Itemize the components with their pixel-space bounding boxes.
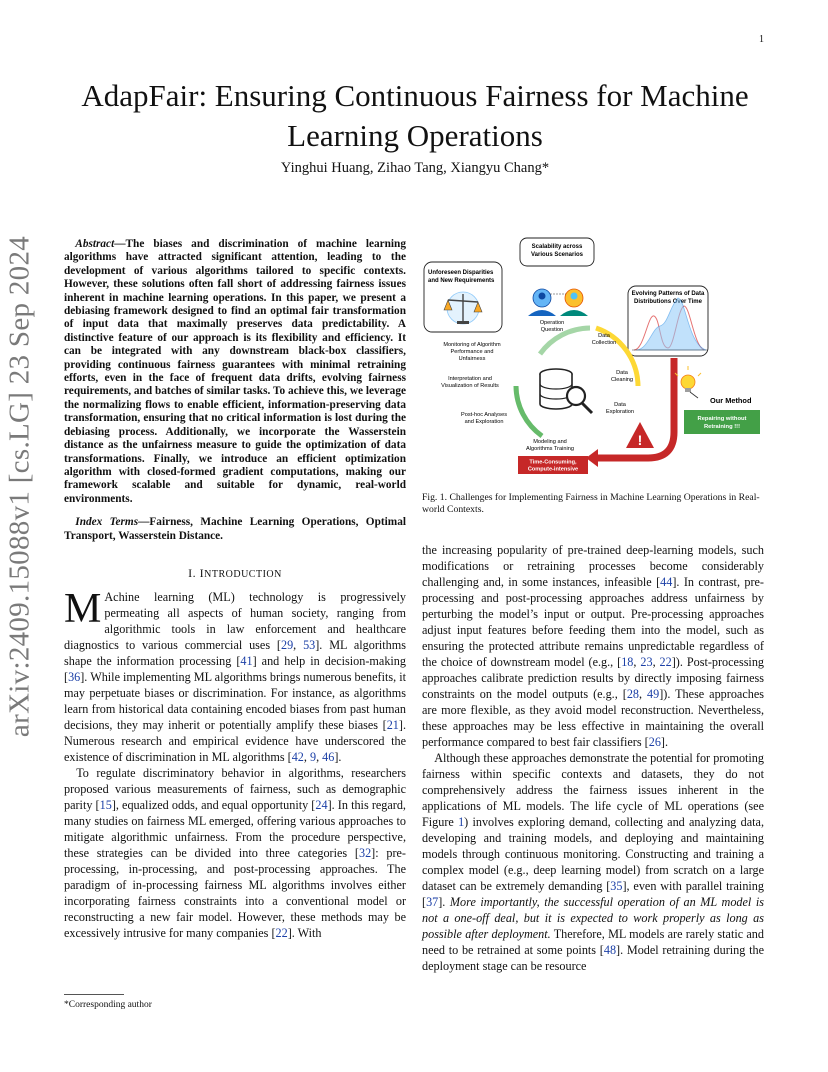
footnote: *Corresponding author xyxy=(64,1000,152,1010)
citation-link[interactable]: 22 xyxy=(275,925,288,940)
abstract-label: Abstract xyxy=(75,238,115,250)
database-search-icon xyxy=(540,369,592,413)
right-column xyxy=(422,542,764,974)
modeling-label: Modeling and Algorithms Training xyxy=(526,439,574,452)
data-exploration-label: Data Exploration xyxy=(606,402,634,415)
citation-link[interactable]: 49 xyxy=(647,687,660,701)
svg-text:!: ! xyxy=(637,432,643,448)
index-terms-label: Index Terms xyxy=(75,516,139,529)
citation-link[interactable]: 35 xyxy=(610,879,623,893)
index-terms xyxy=(64,516,406,543)
repairing-badge xyxy=(684,410,760,434)
operation-question-label: Operation Question xyxy=(539,320,565,333)
authors: Yinghui Huang, Zihao Tang, Xiangyu Chang* xyxy=(280,160,550,176)
citation-link[interactable]: 9 xyxy=(309,749,317,764)
left-column xyxy=(64,238,406,941)
figure-ref-link[interactable]: 1 xyxy=(458,815,465,829)
evolving-label: Evolving Patterns of Data Distributions Over Time xyxy=(631,291,705,305)
citation-link[interactable]: 28 xyxy=(626,687,639,701)
citation-link[interactable]: 23 xyxy=(640,655,653,669)
citation-link[interactable]: 42 xyxy=(291,749,304,764)
citation-link[interactable]: 46 xyxy=(322,749,335,764)
warning-icon xyxy=(626,422,654,448)
index-terms-text: —Fairness, Machine Learning Operations, Optimal Transport, Wasserstein Distance. xyxy=(64,516,406,542)
data-collection-label: Data Collection xyxy=(591,333,617,346)
citation-link[interactable]: 41 xyxy=(240,653,253,668)
citation-link[interactable]: 37 xyxy=(426,895,439,909)
emphasis-text: More importantly, the successful operation of an ML model is not a one-off deal, but it is expected to work properly as long as possible after deployment. xyxy=(422,895,764,941)
citation-link[interactable]: 15 xyxy=(99,797,112,812)
citation-link[interactable]: 36 xyxy=(68,669,81,684)
interpretation-label: Interpretation and Visualization of Results xyxy=(441,376,499,389)
citation-link[interactable]: 48 xyxy=(603,943,617,957)
intro-paragraph-1: M Achine learning (ML) technology is progressively permeating all aspects of human society, ranging from algorithmic tools in law enforcement and healthcare diagnostics to various commercial uses [29, 53]. ML algorithms shape the information processing [41] and help in decision-making [36]. While implementing ML algorithms brings numerous benefits, it may perpetuate biases or discrimination. For instance, as algorithms learn from historical data containing encoded biases from past human decisions, they may inherit or potentially amplify these biases [21]. Numerous research and empirical evidence have underscored the existence of discrimination in ML algorithms [42, 9, 46]. xyxy=(64,585,406,764)
section-heading-introduction: I. INTRODUCTION xyxy=(188,565,282,580)
citation-link[interactable]: 53 xyxy=(303,637,316,652)
figure-caption-text: Challenges for Implementing Fairness in Machine Learning Operations in Real-world Contexts. xyxy=(422,492,760,515)
monitoring-label: Monitoring of Algorithm Performance and Unfairness xyxy=(443,342,501,362)
citation-link[interactable]: 24 xyxy=(315,797,328,812)
drop-cap: M xyxy=(64,585,102,632)
post-hoc-label: Post-hoc Analyses and Exploration xyxy=(460,412,508,425)
page-number: 1 xyxy=(759,34,764,45)
cycle-arc xyxy=(516,386,542,436)
citation-link[interactable]: 29 xyxy=(280,637,294,652)
abstract xyxy=(64,238,406,506)
repairing-label: Repairing without Retraining !!! xyxy=(697,416,747,430)
our-method-label: Our Method xyxy=(710,396,752,405)
data-cleaning-label: Data Cleaning xyxy=(610,370,634,383)
citation-link[interactable]: 26 xyxy=(648,735,661,749)
figure-caption-label: Fig. 1. xyxy=(422,492,448,503)
citation-link[interactable]: 18 xyxy=(621,655,634,669)
footnote-rule xyxy=(64,994,124,995)
arxiv-stamp: arXiv:2409.15088v1 [cs.LG] 23 Sep 2024 xyxy=(3,235,36,738)
right-paragraph-1: the increasing popularity of pre-trained deep-learning models, such modifications or retraining processes become considerably challenging and, in some instances, infeasible [44]. In contrast, pre-processing and post-processing approaches address unfairness by perturbing the model’s input or output. Pre-processing approaches adjust input features before feeding them into the model, such as ensuring the protected attribute remains unpredictable regardless of the choice of downstream model (e.g., [18, 23, 22]). Post-processing approaches calibrate prediction results by directly imposing fairness constraints on the model outputs (e.g., [28, 49]). These approaches are more flexible, as they avoid model reconstruction. Nevertheless, these approaches may be less effective in maintaining the overall performance compared to best fair classifiers [26]. xyxy=(422,543,765,749)
citation-link[interactable]: 21 xyxy=(386,717,399,732)
figure-caption xyxy=(422,492,764,516)
abstract-text: —The biases and discrimination of machine learning algorithms have attracted significant attention, leading to the development of various algorithms tailored to specific contexts. However, these solutions often fall short of addressing fairness issues inherent in machine learning operations. In this paper, we present a debiasing framework designed to find an optimal fair transformation of input data that maximally preserves data predictability. A distinctive feature of our approach is its flexibility and efficiency. It can be integrated with any downstream black-box classifiers, providing continuous fairness guarantees with minimal retraining efforts, even in the face of frequent data drifts, evolving fairness requirements, and batches of similar tasks. To achieve this, we leverage the normalizing flows to enable efficient, information-preserving data transformation, ensuring that no critical information is lost during the debiasing process. Additionally, we incorporate the Wasserstein distance as the unfairness measure to guide the optimization of data transformations. Finally, we introduce an efficient optimization algorithm with closed-formed gradient computations, making our framework scalable and suitable for dynamic, real-world environments. xyxy=(64,238,406,505)
citation-link[interactable]: 32 xyxy=(358,845,372,860)
fig1-diagram xyxy=(422,236,764,488)
time-consuming-label: Time-Consuming, Compute-intensive xyxy=(527,459,579,473)
citation-link[interactable]: 22 xyxy=(659,655,672,669)
people-brain-icon xyxy=(528,289,588,316)
paper-title: AdapFair: Ensuring Continuous Fairness for Machine Learning Operations xyxy=(81,78,749,153)
intro-paragraph-2: To regulate discriminatory behavior in algorithms, researchers proposed various measurements of fairness, such as demographic parity [15], equalized odds, and equal opportunity [24]. In this regard, many studies on fairness ML emerged, offering various approaches to mitigate algorithmic unfairness. From the procedure perspective, these strategies can be divided into three categories [32]: pre-processing, in-processing, and post-processing approaches. The paradigm of in-processing fairness ML algorithms involves either incorporating fairness constraints into a conventional model or reconstructing a new fair model. However, these methods may be excessively intrusive for many companies [22]. With xyxy=(64,765,406,940)
unforeseen-label: Unforeseen Disparities and New Requirements xyxy=(428,270,495,284)
right-paragraph-2: Although these approaches demonstrate the potential for promoting fairness within specific contexts and datasets, they do not comprehensively address the fairness issues inherent in the applications of ML models. The life cycle of ML operations (see Figure 1) involves exploring demand, collecting and analyzing data, developing and training models, and deploying and maintaining models through continuous monitoring. Constructing and training a complex model (e.g., deep learning model) from scratch on a large dataset can be extremely demanding [35], even with parallel training [37]. More importantly, the successful operation of an ML model is not a one-off deal, but it is expected to work properly as long as possible after deployment. Therefore, ML models are rarely static and need to be retrained at some points [48]. Model retraining during the deployment stage can be resource xyxy=(422,751,764,973)
scalability-label: Scalability across Various Scenarios xyxy=(530,244,584,258)
figure-1 xyxy=(422,236,764,488)
citation-link[interactable]: 44 xyxy=(660,575,673,589)
lightbulb-icon xyxy=(675,366,701,392)
pointer-line xyxy=(690,392,698,398)
